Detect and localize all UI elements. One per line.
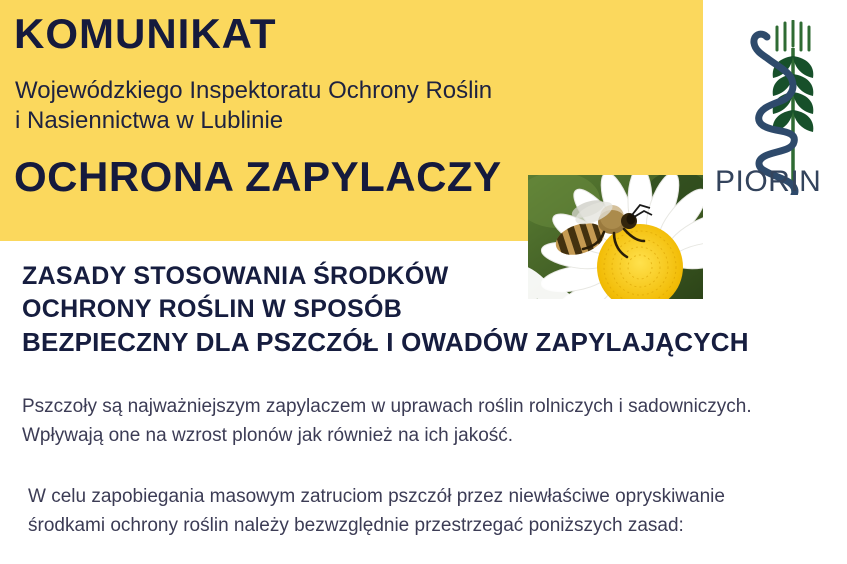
paragraph2-line-2: środkami ochrony roślin należy bezwzględnie przestrzegać poniższych zasad:: [28, 515, 684, 536]
banner-heading: OCHRONA ZAPYLACZY: [14, 153, 502, 200]
subtitle-line-1: Wojewódzkiego Inspektoratu Ochrony Roślin: [15, 77, 493, 104]
paragraph-rules-intro: [28, 482, 725, 540]
subtitle: [15, 76, 492, 136]
paragraph2-line-1: W celu zapobiegania masowym zatruciom pszczół przez niewłaściwe opryskiwanie: [28, 486, 725, 507]
subtitle-line-2: i Nasiennictwa w Lublinie: [15, 107, 284, 134]
section-heading-line-2: OCHRONY ROŚLIN W SPOSÓB: [22, 295, 403, 323]
section-heading-line-3: BEZPIECZNY DLA PSZCZÓŁ I OWADÓW ZAPYLAJĄCYCH: [22, 327, 749, 357]
section-heading: [22, 260, 749, 359]
piorin-logo: [715, 8, 835, 203]
logo-wordmark: PIORIN: [715, 165, 822, 198]
section-heading-line-1: ZASADY STOSOWANIA ŚRODKÓW: [22, 262, 449, 290]
paragraph-pollinators: [22, 392, 752, 450]
paragraph1-line-1: Pszczoły są najważniejszym zapylaczem w uprawach roślin rolniczych i sadowniczych.: [22, 396, 752, 417]
page-title: KOMUNIKAT: [14, 10, 277, 57]
paragraph1-line-2: Wpływają one na wzrost plonów jak również na ich jakość.: [22, 425, 514, 446]
